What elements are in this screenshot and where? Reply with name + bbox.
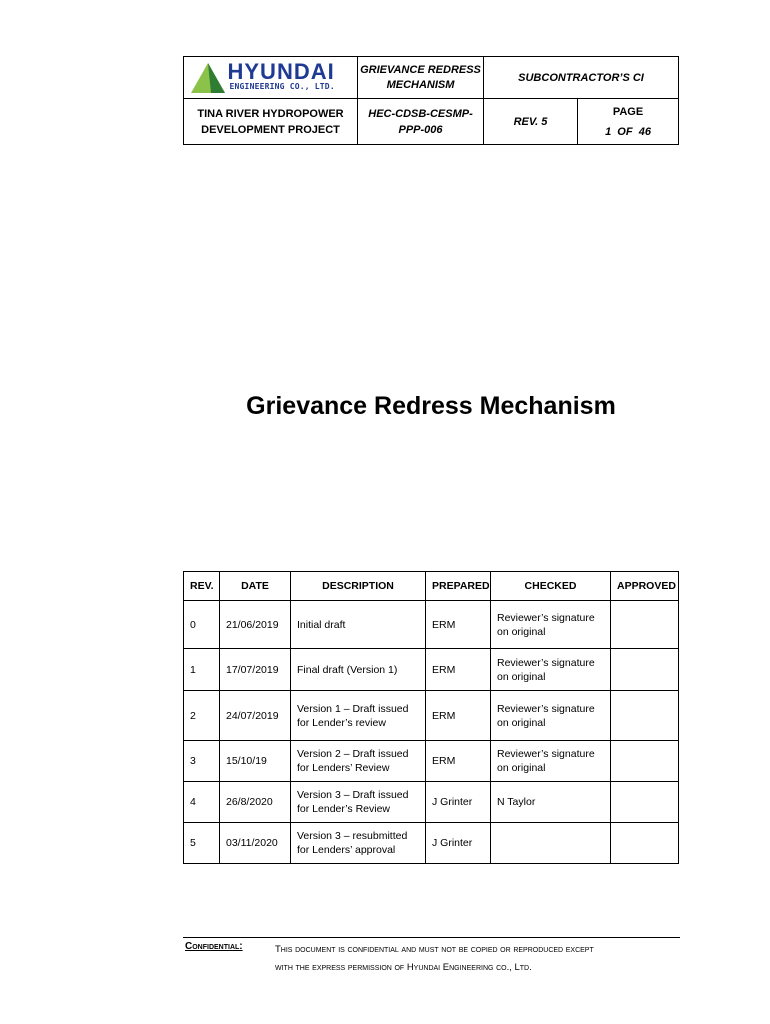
doc-title-line2: MECHANISM: [386, 79, 455, 91]
revision-header-row: [184, 572, 679, 601]
rev-description-line1: Initial draft: [297, 618, 346, 631]
rev-description: [291, 601, 426, 649]
rev-prepared: J Grinter: [426, 782, 491, 823]
rev-checked: [491, 691, 611, 741]
rev-prepared: ERM: [426, 691, 491, 741]
rev-approved: [611, 823, 679, 864]
rev-date: 26/8/2020: [220, 782, 291, 823]
rev-checked: [491, 782, 611, 823]
doc-title-line1: GRIEVANCE REDRESS: [360, 64, 481, 76]
rev-number: 5: [184, 823, 220, 864]
rev-description-line1: Version 3 – resubmitted: [297, 830, 408, 842]
page-number: 1 OF 46: [605, 125, 651, 138]
rev-description-line2: for Lender’s Review: [297, 803, 390, 815]
rev-description-line1: Version 2 – Draft issued: [297, 748, 409, 760]
rev-description: [291, 649, 426, 691]
doc-code-line2: PPP-006: [398, 123, 443, 136]
rev-checked-line2: on original: [497, 762, 546, 774]
document-title: Grievance Redress Mechanism: [246, 392, 616, 420]
rev-checked-line1: N Taylor: [497, 796, 536, 808]
rev-checked-line2: on original: [497, 716, 546, 729]
rev-date: 21/06/2019: [220, 601, 291, 649]
rev-number: 0: [184, 601, 220, 649]
rev-checked-line1: Reviewer’s signature: [497, 656, 595, 669]
revision-row: [184, 782, 679, 823]
rev-description-line2: for Lenders’ Review: [297, 762, 390, 774]
doc-code-line1: HEC-CDSB-CESMP-: [368, 107, 473, 120]
company-logo-cell: [184, 57, 358, 99]
footer-confidential-notice: [275, 941, 685, 977]
revision-label: REV. 5: [484, 99, 578, 145]
rev-approved: [611, 782, 679, 823]
revision-row: [184, 649, 679, 691]
rev-date: 15/10/19: [220, 741, 291, 782]
project-cell: [184, 99, 358, 145]
doc-code-cell: [358, 99, 484, 145]
revision-table: [183, 571, 679, 864]
revision-row: [184, 601, 679, 649]
doc-title-cell: [358, 57, 484, 99]
rev-description-line1: Version 1 – Draft issued: [297, 702, 409, 715]
revision-row: [184, 823, 679, 864]
project-line1: TINA RIVER HYDROPOWER: [197, 107, 344, 120]
rev-description: [291, 691, 426, 741]
rev-checked: [491, 823, 611, 864]
rev-approved: [611, 741, 679, 782]
revision-row: [184, 741, 679, 782]
footer-divider: [183, 937, 680, 938]
logo-triangle-icon: [191, 63, 225, 93]
rev-description-line2: for Lender’s review: [297, 716, 386, 729]
footer-notice-line1: This document is confidential and must not be copied or reproduced except: [275, 944, 594, 955]
col-header-description: DESCRIPTION: [291, 572, 426, 601]
col-header-date: DATE: [220, 572, 291, 601]
footer-confidential-label: Confidential:: [185, 941, 243, 952]
rev-number: 4: [184, 782, 220, 823]
rev-number: 1: [184, 649, 220, 691]
rev-description-line1: Version 3 – Draft issued: [297, 789, 409, 801]
col-header-approved: APPROVED: [611, 572, 679, 601]
rev-checked: [491, 649, 611, 691]
rev-checked-line1: Reviewer’s signature: [497, 702, 595, 715]
footer-notice-line2: with the express permission of Hyundai Engineering co., Ltd.: [275, 962, 532, 973]
rev-prepared: J Grinter: [426, 823, 491, 864]
rev-description: [291, 741, 426, 782]
rev-date: 03/11/2020: [220, 823, 291, 864]
logo-tagline: ENGINEERING CO., LTD.: [229, 81, 335, 91]
col-header-prepared: PREPARED: [426, 572, 491, 601]
rev-approved: [611, 649, 679, 691]
rev-description-line2: for Lenders’ approval: [297, 844, 396, 856]
rev-number: 3: [184, 741, 220, 782]
rev-checked: [491, 601, 611, 649]
rev-description: [291, 782, 426, 823]
rev-description: [291, 823, 426, 864]
rev-checked-line1: Reviewer’s signature: [497, 611, 595, 624]
rev-prepared: ERM: [426, 601, 491, 649]
project-line2: DEVELOPMENT PROJECT: [201, 123, 340, 136]
rev-checked: [491, 741, 611, 782]
revision-row: [184, 691, 679, 741]
page-label: PAGE: [612, 105, 644, 118]
rev-checked-line2: on original: [497, 670, 546, 683]
logo-wordmark: HYUNDAI: [227, 58, 335, 84]
col-header-checked: CHECKED: [491, 572, 611, 601]
rev-description-line1: Final draft (Version 1): [297, 663, 398, 676]
rev-approved: [611, 601, 679, 649]
rev-number: 2: [184, 691, 220, 741]
rev-checked-line2: on original: [497, 625, 546, 638]
rev-prepared: ERM: [426, 649, 491, 691]
page-cell: [578, 99, 679, 145]
rev-approved: [611, 691, 679, 741]
col-header-rev: REV.: [184, 572, 220, 601]
rev-prepared: ERM: [426, 741, 491, 782]
rev-checked-line1: Reviewer’s signature: [497, 748, 595, 760]
hyundai-logo: [191, 58, 351, 95]
rev-date: 17/07/2019: [220, 649, 291, 691]
rev-date: 24/07/2019: [220, 691, 291, 741]
ci-label: SUBCONTRACTOR’S CI: [484, 57, 679, 99]
document-header-table: [183, 56, 679, 145]
